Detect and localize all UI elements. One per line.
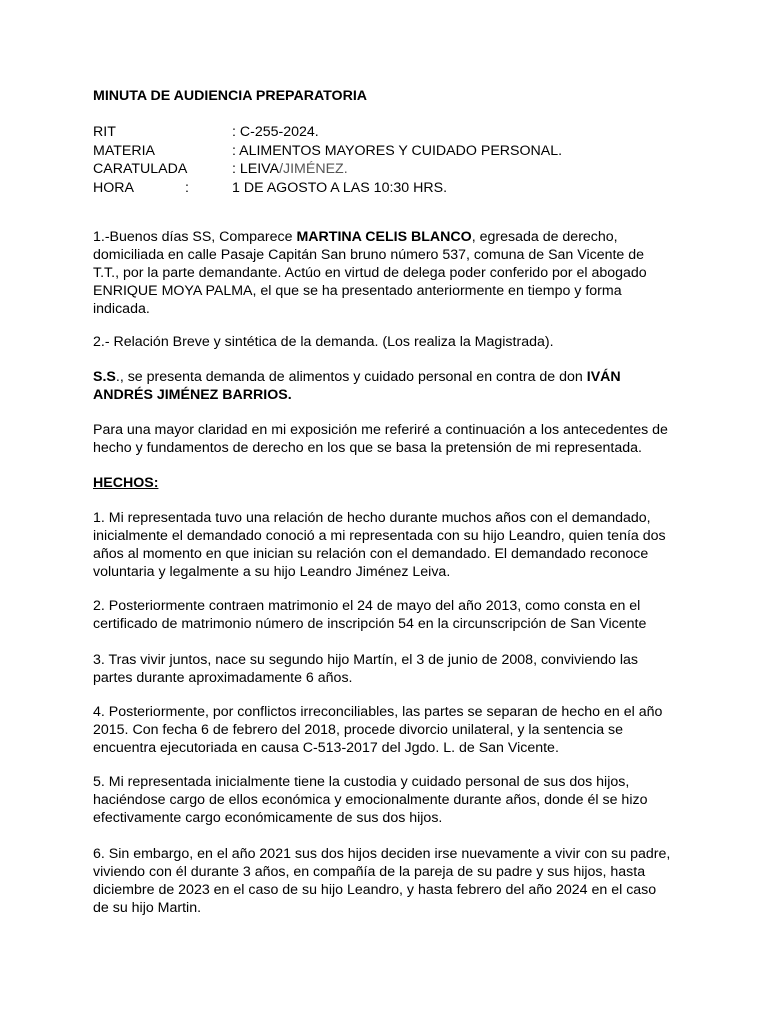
text-line: 2015. Con fecha 6 de febrero del 2018, procede divorcio unilateral, y la sentencia se xyxy=(93,722,624,739)
meta-label: HORA xyxy=(93,179,134,196)
paragraph-1 xyxy=(93,228,683,318)
text-line: inicialmente el demandado conoció a mi representada con su hijo Leandro, quien tenía dos xyxy=(93,528,666,545)
hecho-1 xyxy=(93,509,683,581)
meta-value: : C-255-2024. xyxy=(232,124,319,140)
text-line: años al momento en que inician su relación con el demandado. El demandado reconoce xyxy=(93,546,649,563)
text-line: indicada. xyxy=(93,301,150,318)
meta-colon: : xyxy=(185,179,189,196)
text-line: domiciliada en calle Pasaje Capitán San bruno número 537, comuna de San Vicente de xyxy=(93,247,645,264)
hechos-heading xyxy=(93,474,683,492)
paragraph-2 xyxy=(93,333,683,351)
text-line: de su hijo Martin. xyxy=(93,900,202,917)
text-line: 3. Tras vivir juntos, nace su segundo hijo Martín, el 3 de junio de 2008, conviviendo las xyxy=(93,652,638,668)
paragraph-4 xyxy=(93,421,683,457)
document-title: MINUTA DE AUDIENCIA PREPARATORIA xyxy=(93,88,368,104)
text-line: certificado de matrimonio número de inscripción 54 en la circunscripción de San Vicente xyxy=(93,616,647,633)
text-line: 1. Mi representada tuvo una relación de hecho durante muchos años con el demandado, xyxy=(93,510,651,526)
text-line xyxy=(93,386,683,404)
text-line: ENRIQUE MOYA PALMA, el que se ha presentado anteriormente en tiempo y forma xyxy=(93,283,622,300)
meta-value: : ALIMENTOS MAYORES Y CUIDADO PERSONAL. xyxy=(232,142,563,159)
text-line: 4. Posteriormente, por conflictos irreconciliables, las partes se separan de hecho en el año xyxy=(93,704,663,720)
text-line: 5. Mi representada inicialmente tiene la custodia y cuidado personal de sus dos hijos, xyxy=(93,774,630,790)
text-line: hecho y fundamentos de derecho en los que se basa la pretensión de mi representada. xyxy=(93,440,642,457)
bold-name: ANDRÉS JIMÉNEZ BARRIOS. xyxy=(93,387,292,404)
hecho-5 xyxy=(93,773,683,827)
meta-label: MATERIA xyxy=(93,142,156,159)
section-heading: HECHOS: xyxy=(93,475,159,491)
caratulada-part-b: /JIMÉNEZ. xyxy=(279,161,348,177)
text-line: 2.- Relación Breve y sintética de la demanda. (Los realiza la Magistrada). xyxy=(93,334,554,350)
hecho-3 xyxy=(93,651,683,687)
paragraph-3 xyxy=(93,368,683,404)
text-line: viviendo con él durante 3 años, en compañía de la pareja de su padre y sus hijos, hasta xyxy=(93,864,646,881)
meta-label: CARATULADA xyxy=(93,161,188,177)
text-line: encuentra ejecutoriada en causa C-513-2017 del Jgdo. L. de San Vicente. xyxy=(93,740,559,757)
text-line: Para una mayor claridad en mi exposición me referiré a continuación a los antecedentes de xyxy=(93,422,668,438)
hecho-4 xyxy=(93,703,683,757)
text-line: diciembre de 2023 en el caso de su hijo Leandro, y hasta febrero del año 2024 en el caso xyxy=(93,882,657,899)
bold-text: S.S xyxy=(93,369,116,385)
text-span: ., se presenta demanda de alimentos y cuidado personal en contra de don xyxy=(115,369,587,385)
hecho-6 xyxy=(93,845,683,917)
text-line: efectivamente cargo económicamente de sus dos hijos. xyxy=(93,810,443,827)
text-line: T.T., por la parte demandante. Actúo en virtud de delega poder conferido por el abogado xyxy=(93,265,647,282)
text-line xyxy=(93,368,683,386)
meta-value xyxy=(232,160,348,178)
text-line: voluntaria y legalmente a su hijo Leandro Jiménez Leiva. xyxy=(93,564,451,581)
text-line: haciéndose cargo de ellos económica y emocionalmente durante años, donde él se hizo xyxy=(93,792,648,809)
bold-name: MARTINA CELIS BLANCO xyxy=(296,229,472,245)
meta-value: 1 DE AGOSTO A LAS 10:30 HRS. xyxy=(232,179,448,196)
text-line: 6. Sin embargo, en el año 2021 sus dos hijos deciden irse nuevamente a vivir con su padre, xyxy=(93,846,671,862)
hecho-2 xyxy=(93,597,683,633)
text-line: partes durante aproximadamente 6 años. xyxy=(93,670,353,687)
text-span: , egresada de derecho, xyxy=(471,229,618,245)
bold-name: IVÁN xyxy=(586,369,621,385)
text-line: 2. Posteriormente contraen matrimonio el 24 de mayo del año 2013, como consta en el xyxy=(93,598,641,614)
text-span: 1.-Buenos días SS, Comparece xyxy=(93,229,297,245)
meta-label: RIT xyxy=(93,124,116,140)
caratulada-part-a: : LEIVA xyxy=(232,161,280,177)
text-line xyxy=(93,228,683,246)
